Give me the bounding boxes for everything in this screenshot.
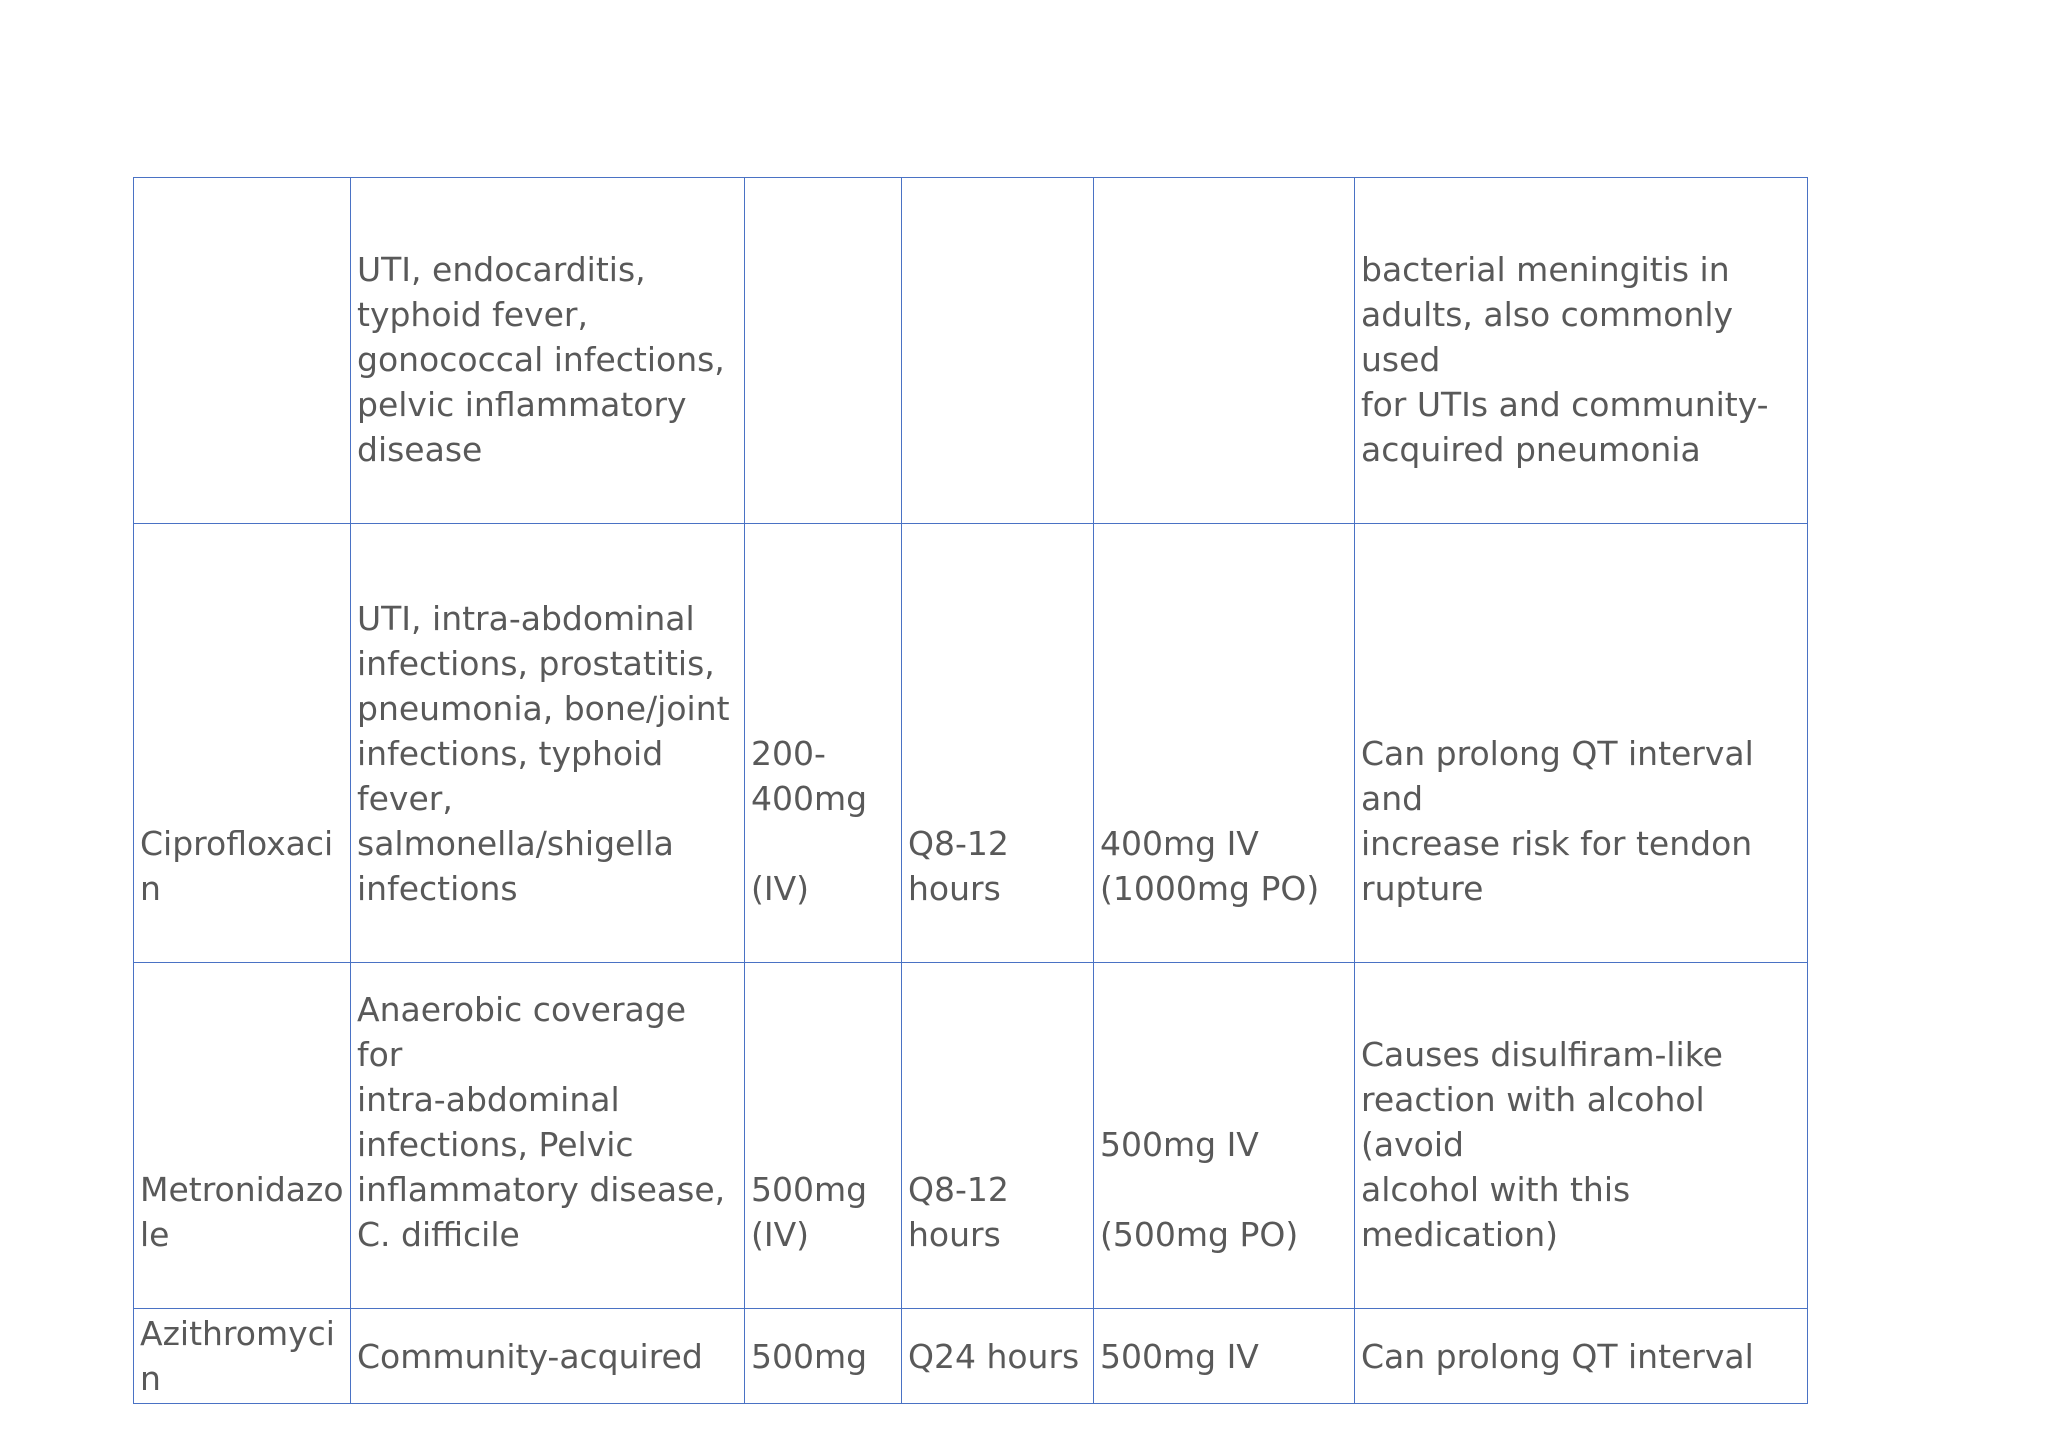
cell-line: adults, also commonly used (1361, 295, 1734, 379)
cell-line: (IV) (751, 869, 810, 908)
cell-line: 500mg (751, 1170, 868, 1209)
drug-name-cell (134, 524, 351, 963)
antibiotic-table (133, 177, 1808, 1404)
route-cell (1094, 524, 1355, 963)
cell-line: UTI, intra-abdominal (357, 599, 695, 638)
cell-line: salmonella/shigella (357, 824, 674, 863)
cell-line: hours (908, 869, 1001, 908)
cell-line: pelvic inflammatory (357, 385, 687, 424)
blank-line (751, 821, 895, 866)
cell-line: acquired pneumonia (1361, 430, 1701, 469)
cell-line: alcohol with this (1361, 1170, 1631, 1209)
table-row (134, 524, 1808, 963)
cell-line: Q8-12 (908, 824, 1009, 863)
route-cell: 500mg IV (1094, 1309, 1355, 1404)
notes-cell (1355, 524, 1808, 963)
cell-line: infections, prostatitis, (357, 644, 715, 683)
dose-cell (745, 963, 902, 1309)
frequency-cell (902, 178, 1094, 524)
cell-line: inflammatory disease, (357, 1170, 726, 1209)
drug-name-cell (134, 963, 351, 1309)
cell-line: Q8-12 (908, 1170, 1009, 1209)
drug-name-cell: Azithromycin (134, 1309, 351, 1404)
dose-cell: 500mg (745, 1309, 902, 1404)
cell-line: infections, typhoid (357, 734, 664, 773)
cell-line: 200- (751, 734, 826, 773)
cell-line: fever, (357, 779, 453, 818)
cell-line: disease (357, 430, 483, 469)
dose-cell (745, 524, 902, 963)
cell-line: Can prolong QT interval and (1361, 734, 1754, 818)
dose-cell (745, 178, 902, 524)
notes-cell: Can prolong QT interval (1355, 1309, 1808, 1404)
indications-cell: Community-acquired (351, 1309, 745, 1404)
route-cell (1094, 178, 1355, 524)
frequency-cell (902, 963, 1094, 1309)
table-row (134, 178, 1808, 524)
cell-line: Causes disulfiram-like (1361, 1035, 1723, 1074)
blank-line (1100, 1167, 1348, 1212)
frequency-cell: Q24 hours (902, 1309, 1094, 1404)
cell-line: rupture (1361, 869, 1484, 908)
drug-name-cell (134, 178, 351, 524)
cell-line: medication) (1361, 1215, 1559, 1254)
cell-line: pneumonia, bone/joint (357, 689, 730, 728)
cell-line: 400mg IV (1100, 824, 1259, 863)
cell-line: typhoid fever, (357, 295, 588, 334)
cell-line: infections (357, 869, 518, 908)
table-row (134, 963, 1808, 1309)
cell-line: (IV) (751, 1215, 810, 1254)
cell-line: bacterial meningitis in (1361, 250, 1730, 289)
cell-line: Ciprofloxacin (140, 824, 334, 908)
notes-cell (1355, 178, 1808, 524)
cell-line: gonococcal infections, (357, 340, 725, 379)
frequency-cell (902, 524, 1094, 963)
cell-line: 400mg (751, 779, 868, 818)
cell-line: for UTIs and community- (1361, 385, 1769, 424)
cell-line: (500mg PO) (1100, 1215, 1299, 1254)
cell-line: le (140, 1215, 170, 1254)
indications-cell (351, 178, 745, 524)
notes-cell (1355, 963, 1808, 1309)
cell-line: hours (908, 1215, 1001, 1254)
cell-line: increase risk for tendon (1361, 824, 1753, 863)
cell-line: 500mg IV (1100, 1125, 1259, 1164)
cell-line: Metronidazo (140, 1170, 344, 1209)
cell-line: infections, Pelvic (357, 1125, 634, 1164)
cell-line: (1000mg PO) (1100, 869, 1320, 908)
indications-cell (351, 524, 745, 963)
cell-line: C. difficile (357, 1215, 520, 1254)
cell-line: UTI, endocarditis, (357, 250, 646, 289)
table-row (134, 1309, 1808, 1404)
route-cell (1094, 963, 1355, 1309)
indications-cell (351, 963, 745, 1309)
cell-line: intra-abdominal (357, 1080, 620, 1119)
cell-line: reaction with alcohol (avoid (1361, 1080, 1705, 1164)
cell-line: Anaerobic coverage for (357, 990, 687, 1074)
